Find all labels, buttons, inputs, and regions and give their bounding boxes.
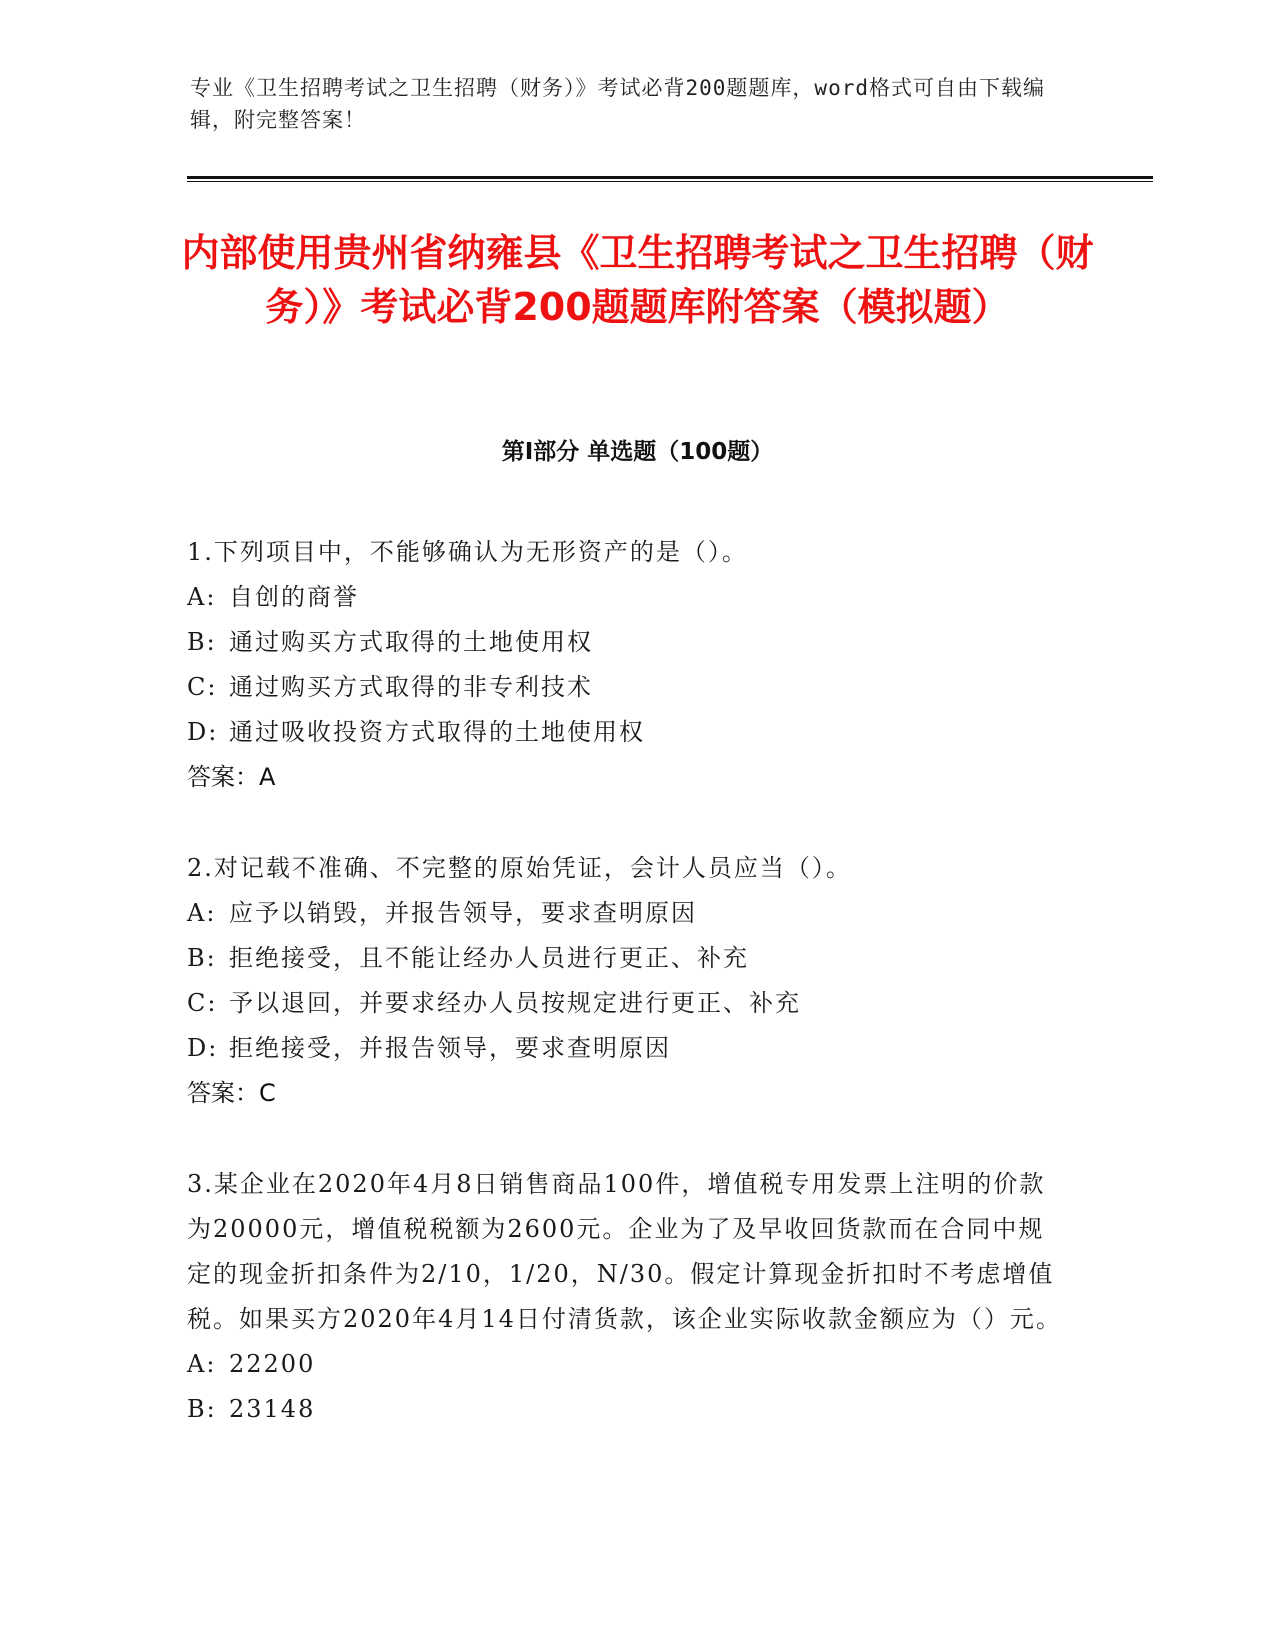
option-c <box>187 981 1067 1026</box>
question-stem: 3.某企业在2020年4月8日销售商品100件，增值税专用发票上注明的价款为20000元，增值税税额为2600元。企业为了及早收回货款而在合同中规定的现金折扣条件为2/10，1/20，N/30。假定计算现金折扣时不考虑增值税。如果买方2020年4月14日付清货款，该企业实际收款金额应为（）元。 <box>187 1170 1062 1333</box>
option-key: B: <box>187 944 217 972</box>
option-key: A: <box>187 583 217 611</box>
option-b <box>187 936 1067 981</box>
option-text: 拒绝接受，并报告领导，要求查明原因 <box>229 1034 671 1062</box>
option-d <box>187 1026 1067 1071</box>
question-1 <box>187 530 1067 800</box>
question-stem: 2.对记载不准确、不完整的原始凭证，会计人员应当（）。 <box>187 854 852 882</box>
option-key: A: <box>187 1350 217 1378</box>
option-text: 通过购买方式取得的土地使用权 <box>229 628 593 656</box>
answer-line: 答案：C <box>187 1079 276 1107</box>
header-note: 专业《卫生招聘考试之卫生招聘（财务）》考试必背200题题库，word格式可自由下载编辑，附完整答案！ <box>190 76 1045 132</box>
option-a <box>187 1342 1067 1387</box>
option-text: 通过购买方式取得的非专利技术 <box>229 673 593 701</box>
option-a <box>187 891 1067 936</box>
option-text: 自创的商誉 <box>229 583 359 611</box>
option-text: 拒绝接受，且不能让经办人员进行更正、补充 <box>229 944 749 972</box>
option-key: C: <box>187 989 218 1017</box>
document-title: 内部使用贵州省纳雍县《卫生招聘考试之卫生招聘（财务）》考试必背200题题库附答案（模拟题） <box>181 231 1094 329</box>
option-key: C: <box>187 673 218 701</box>
question-stem: 1.下列项目中，不能够确认为无形资产的是（）。 <box>187 538 748 566</box>
option-text: 予以退回，并要求经办人员按规定进行更正、补充 <box>229 989 801 1017</box>
option-a <box>187 575 1067 620</box>
option-key: B: <box>187 1395 217 1423</box>
option-key: A: <box>187 899 217 927</box>
answer-line: 答案：A <box>187 763 276 791</box>
option-text: 应予以销毁，并报告领导，要求查明原因 <box>229 899 697 927</box>
option-c <box>187 665 1067 710</box>
question-2 <box>187 846 1067 1116</box>
option-d <box>187 710 1067 755</box>
option-key: D: <box>187 718 219 746</box>
option-key: D: <box>187 1034 219 1062</box>
question-list <box>187 530 1067 1478</box>
header-rule-thin <box>187 181 1153 182</box>
header-rule-thick <box>187 176 1153 179</box>
option-key: B: <box>187 628 217 656</box>
option-text: 通过吸收投资方式取得的土地使用权 <box>229 718 645 746</box>
option-b <box>187 1387 1067 1432</box>
option-text: 23148 <box>229 1395 316 1423</box>
option-b <box>187 620 1067 665</box>
question-3 <box>187 1162 1067 1432</box>
option-text: 22200 <box>229 1350 316 1378</box>
section-title: 第I部分 单选题（100题） <box>501 439 774 465</box>
